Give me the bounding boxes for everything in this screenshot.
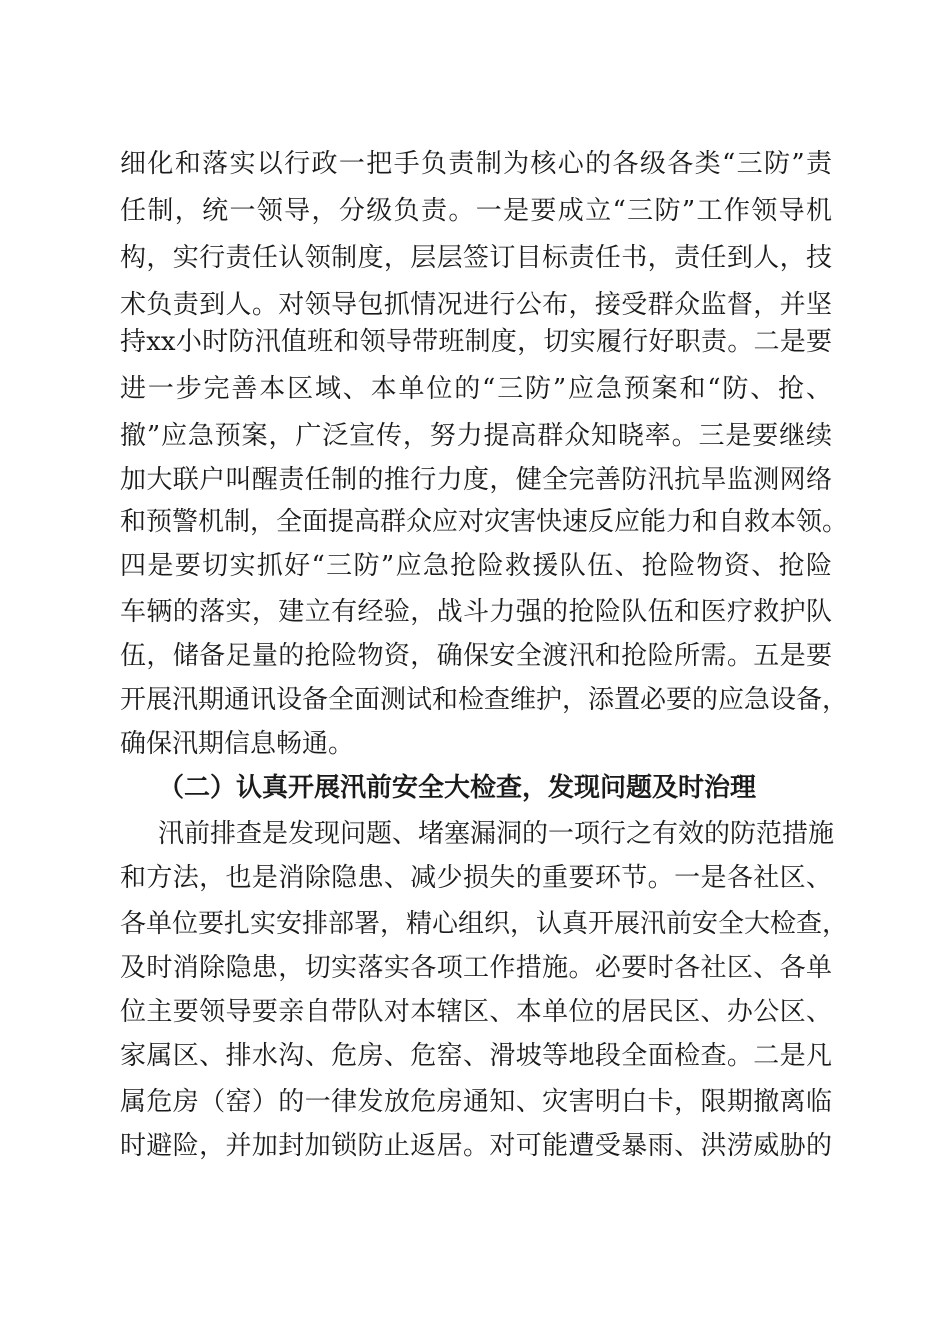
paragraph-1-line-5: 持xx小时防汛值班和领导带班制度，切实履行好职责。二是要 <box>120 327 832 357</box>
paragraph-2-line-3: 各单位要扎实安排部署，精心组织，认真开展汛前安全大检查， <box>120 909 849 939</box>
paragraph-1-line-11: 车辆的落实，建立有经验，战斗力强的抢险队伍和医疗救护队 <box>120 597 832 627</box>
paragraph-1-line-13: 开展汛期通讯设备全面测试和检查维护，添置必要的应急设备， <box>120 685 849 715</box>
paragraph-2-line-4: 及时消除隐患，切实落实各项工作措施。必要时各社区、各单 <box>120 953 832 983</box>
paragraph-1-line-3: 构，实行责任认领制度，层层签订目标责任书，责任到人，技 <box>120 243 832 273</box>
paragraph-1-line-8: 加大联户叫醒责任制的推行力度，健全完善防汛抗旱监测网络 <box>120 465 832 495</box>
paragraph-2-line-5: 位主要领导要亲自带队对本辖区、本单位的居民区、办公区、 <box>120 997 832 1027</box>
paragraph-1-line-1: 细化和落实以行政一把手负责制为核心的各级各类“三防”责 <box>120 149 832 179</box>
paragraph-2-line-8: 时避险，并加封加锁防止返居。对可能遭受暴雨、洪涝威胁的 <box>120 1131 832 1161</box>
paragraph-1-line-6: 进一步完善本区域、本单位的“三防”应急预案和“防、抢、 <box>120 374 832 404</box>
section-heading-2: （二）认真开展汛前安全大检查，发现问题及时治理 <box>158 773 757 803</box>
paragraph-2-line-2: 和方法，也是消除隐患、减少损失的重要环节。一是各社区、 <box>120 863 832 893</box>
paragraph-2-line-7: 属危房（窑）的一律发放危房通知、灾害明白卡，限期撤离临 <box>120 1087 832 1117</box>
paragraph-1-line-7: 撤”应急预案，广泛宣传，努力提高群众知晓率。三是要继续 <box>120 421 832 451</box>
paragraph-1-line-4: 术负责到人。对领导包抓情况进行公布，接受群众监督，并坚 <box>120 290 832 320</box>
paragraph-1-line-12: 伍，储备足量的抢险物资，确保安全渡汛和抢险所需。五是要 <box>120 641 832 671</box>
paragraph-1-line-9: 和预警机制，全面提高群众应对灾害快速反应能力和自救本领。 <box>120 507 849 537</box>
paragraph-1-line-2: 任制，统一领导，分级负责。一是要成立“三防”工作领导机 <box>120 196 832 226</box>
paragraph-1-line-14: 确保汛期信息畅通。 <box>120 729 355 759</box>
paragraph-1-line-10: 四是要切实抓好“三防”应急抢险救援队伍、抢险物资、抢险 <box>120 551 832 581</box>
paragraph-2-line-1: 汛前排查是发现问题、堵塞漏洞的一项行之有效的防范措施 <box>158 819 835 849</box>
paragraph-2-line-6: 家属区、排水沟、危房、危窑、滑坡等地段全面检查。二是凡 <box>120 1041 832 1071</box>
